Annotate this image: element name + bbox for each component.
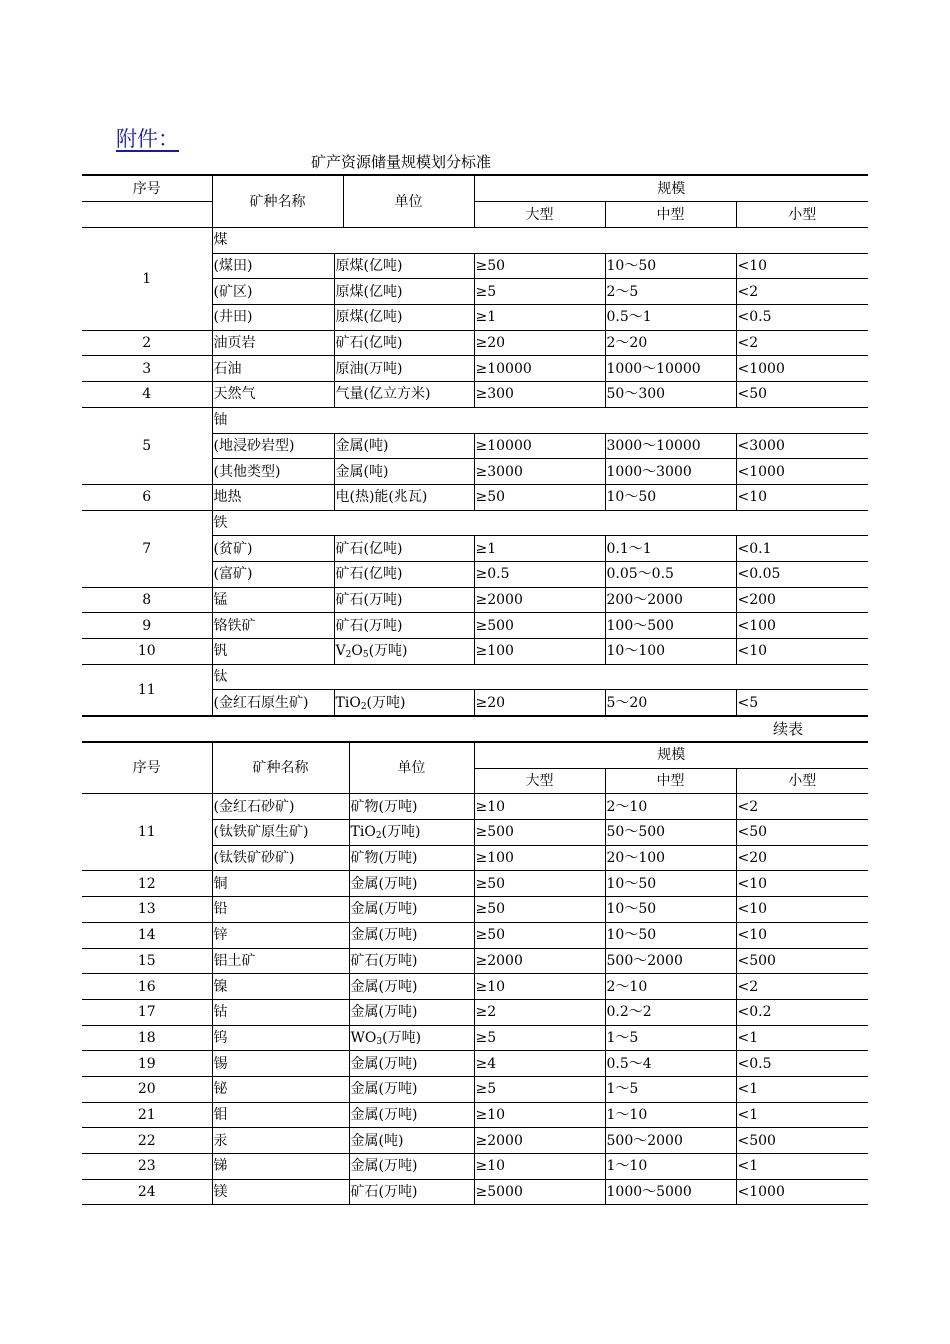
medium-cell: 50～300 xyxy=(605,382,736,408)
mineral-cell: 铋 xyxy=(212,1076,349,1102)
large-cell: ≥100 xyxy=(474,845,605,871)
seq-cell: 11 xyxy=(82,664,212,716)
large-cell: ≥2000 xyxy=(474,948,605,974)
seq-cell: 11 xyxy=(82,794,212,871)
seq-cell: 5 xyxy=(82,407,212,484)
unit-cell: 金属(万吨) xyxy=(349,1051,474,1077)
unit-cell: $WO_3$(万吨) xyxy=(349,1025,474,1051)
medium-cell: 1～5 xyxy=(605,1076,736,1102)
unit-cell: 金属(万吨) xyxy=(349,974,474,1000)
table-row xyxy=(82,613,868,639)
mineral-cell: 铝土矿 xyxy=(212,948,349,974)
small-cell: <10 xyxy=(736,639,868,665)
unit-cell: 金属(吨) xyxy=(349,1128,474,1154)
mineral-cell: 油页岩 xyxy=(212,330,334,356)
seq-cell: 20 xyxy=(82,1076,212,1102)
medium-cell: 50～500 xyxy=(605,820,736,846)
page-title: 矿产资源储量规模划分标准 xyxy=(311,153,492,171)
small-cell: <0.05 xyxy=(736,561,868,587)
seq-cell: 15 xyxy=(82,948,212,974)
seq-cell: 14 xyxy=(82,922,212,948)
medium-cell: 500～2000 xyxy=(605,1128,736,1154)
small-cell: <50 xyxy=(736,820,868,846)
mineral-cell: (金红石原生矿) xyxy=(212,690,334,716)
large-cell: ≥3000 xyxy=(474,459,605,485)
unit-cell: 气量(亿立方米) xyxy=(334,382,474,408)
table-row xyxy=(82,587,868,613)
unit-cell: $V_2O_5$(万吨) xyxy=(334,639,474,665)
seq-cell: 18 xyxy=(82,1025,212,1051)
header-large: 大型 xyxy=(474,768,605,794)
mineral-group: 钛 xyxy=(212,664,868,690)
medium-cell: 3000～10000 xyxy=(605,433,736,459)
small-cell: <5 xyxy=(736,690,868,716)
header-medium: 中型 xyxy=(605,768,736,794)
unit-cell: 矿石(万吨) xyxy=(349,1179,474,1205)
small-cell: <200 xyxy=(736,587,868,613)
large-cell: ≥20 xyxy=(474,330,605,356)
medium-cell: 10～100 xyxy=(605,639,736,665)
large-cell: ≥100 xyxy=(474,639,605,665)
large-cell: ≥50 xyxy=(474,484,605,510)
table-row xyxy=(82,999,868,1025)
table-row xyxy=(82,974,868,1000)
header-small: 小型 xyxy=(736,768,868,794)
large-cell: ≥4 xyxy=(474,1051,605,1077)
unit-cell: 金属(万吨) xyxy=(349,999,474,1025)
table-row xyxy=(82,228,868,254)
medium-cell: 2～20 xyxy=(605,330,736,356)
unit-cell: 矿石(万吨) xyxy=(349,948,474,974)
mineral-cell: 锌 xyxy=(212,922,349,948)
large-cell: ≥50 xyxy=(474,922,605,948)
unit-cell: 矿石(亿吨) xyxy=(334,330,474,356)
seq-cell: 21 xyxy=(82,1102,212,1128)
table-row xyxy=(82,484,868,510)
mineral-scale-table-continued xyxy=(82,741,868,1205)
unit-cell: 金属(吨) xyxy=(334,459,474,485)
small-cell: <10 xyxy=(736,922,868,948)
table-row xyxy=(82,664,868,690)
small-cell: <50 xyxy=(736,382,868,408)
mineral-cell: (钛铁矿原生矿) xyxy=(212,820,349,846)
large-cell: ≥50 xyxy=(474,871,605,897)
header-scale: 规模 xyxy=(474,742,868,768)
medium-cell: 2～10 xyxy=(605,974,736,1000)
table-row xyxy=(82,356,868,382)
mineral-group: 铀 xyxy=(212,407,868,433)
large-cell: ≥10 xyxy=(474,974,605,1000)
medium-cell: 10～50 xyxy=(605,484,736,510)
header-mineral: 矿种名称 xyxy=(249,193,306,210)
mineral-cell: 钴 xyxy=(212,999,349,1025)
unit-cell: 电(热)能(兆瓦) xyxy=(334,484,474,510)
small-cell: <10 xyxy=(736,897,868,923)
unit-cell: 金属(万吨) xyxy=(349,1076,474,1102)
large-cell: ≥5000 xyxy=(474,1179,605,1205)
table-row xyxy=(82,639,868,665)
small-cell: <0.5 xyxy=(736,305,868,331)
seq-cell: 6 xyxy=(82,484,212,510)
small-cell: <500 xyxy=(736,948,868,974)
mineral-cell: (地浸砂岩型) xyxy=(212,433,334,459)
large-cell: ≥0.5 xyxy=(474,561,605,587)
continued-label: 续表 xyxy=(773,720,804,738)
large-cell: ≥1 xyxy=(474,305,605,331)
large-cell: ≥50 xyxy=(474,253,605,279)
header-scale: 规模 xyxy=(474,175,868,202)
mineral-cell: 石油 xyxy=(212,356,334,382)
unit-cell: 矿石(亿吨) xyxy=(334,561,474,587)
seq-cell: 19 xyxy=(82,1051,212,1077)
large-cell: ≥10000 xyxy=(474,356,605,382)
table-row xyxy=(82,382,868,408)
medium-cell: 5～20 xyxy=(605,690,736,716)
large-cell: ≥1 xyxy=(474,536,605,562)
large-cell: ≥10000 xyxy=(474,433,605,459)
large-cell: ≥5 xyxy=(474,1025,605,1051)
mineral-cell: 汞 xyxy=(212,1128,349,1154)
table-row xyxy=(82,922,868,948)
mineral-cell: 镍 xyxy=(212,974,349,1000)
unit-cell: 金属(吨) xyxy=(334,433,474,459)
mineral-cell: (金红石砂矿) xyxy=(212,794,349,820)
seq-cell: 8 xyxy=(82,587,212,613)
unit-cell: TiO$_2$(万吨) xyxy=(349,820,474,846)
unit-cell: 金属(万吨) xyxy=(349,1102,474,1128)
small-cell: <2 xyxy=(736,794,868,820)
unit-cell: 原油(万吨) xyxy=(334,356,474,382)
small-cell: <10 xyxy=(736,871,868,897)
mineral-cell: 锡 xyxy=(212,1051,349,1077)
small-cell: <3000 xyxy=(736,433,868,459)
large-cell: ≥5 xyxy=(474,1076,605,1102)
medium-cell: 0.1～1 xyxy=(605,536,736,562)
mineral-cell: (钛铁矿砂矿) xyxy=(212,845,349,871)
header-unit: 单位 xyxy=(343,176,474,227)
unit-cell: 原煤(亿吨) xyxy=(334,305,474,331)
table-row xyxy=(82,407,868,433)
unit-cell: 金属(万吨) xyxy=(349,922,474,948)
mineral-cell: (矿区) xyxy=(212,279,334,305)
seq-cell: 22 xyxy=(82,1128,212,1154)
seq-cell: 16 xyxy=(82,974,212,1000)
unit-cell: 矿石(万吨) xyxy=(334,613,474,639)
table-row xyxy=(82,1179,868,1205)
large-cell: ≥2000 xyxy=(474,1128,605,1154)
unit-cell: 矿石(亿吨) xyxy=(334,536,474,562)
medium-cell: 1～10 xyxy=(605,1102,736,1128)
table-row xyxy=(82,330,868,356)
header-mineral-unit xyxy=(212,175,474,228)
attachment-label: 附件： xyxy=(116,127,179,151)
mineral-cell: (富矿) xyxy=(212,561,334,587)
medium-cell: 1～10 xyxy=(605,1154,736,1180)
small-cell: <0.2 xyxy=(736,999,868,1025)
seq-cell: 17 xyxy=(82,999,212,1025)
medium-cell: 0.5～4 xyxy=(605,1051,736,1077)
seq-cell: 10 xyxy=(82,639,212,665)
large-cell: ≥50 xyxy=(474,897,605,923)
large-cell: ≥5 xyxy=(474,279,605,305)
unit-cell: 矿石(万吨) xyxy=(334,587,474,613)
unit-cell: 原煤(亿吨) xyxy=(334,279,474,305)
unit-cell: 矿物(万吨) xyxy=(349,794,474,820)
mineral-cell: 地热 xyxy=(212,484,334,510)
small-cell: <10 xyxy=(736,484,868,510)
mineral-cell: 铜 xyxy=(212,871,349,897)
unit-cell: TiO$_2$(万吨) xyxy=(334,690,474,716)
mineral-group: 铁 xyxy=(212,510,868,536)
medium-cell: 1000～3000 xyxy=(605,459,736,485)
small-cell: <2 xyxy=(736,974,868,1000)
header-large: 大型 xyxy=(474,202,605,228)
small-cell: <1000 xyxy=(736,1179,868,1205)
medium-cell: 500～2000 xyxy=(605,948,736,974)
small-cell: <1000 xyxy=(736,459,868,485)
small-cell: <0.5 xyxy=(736,1051,868,1077)
large-cell: ≥10 xyxy=(474,1102,605,1128)
medium-cell: 2～10 xyxy=(605,794,736,820)
small-cell: <1 xyxy=(736,1102,868,1128)
medium-cell: 10～50 xyxy=(605,871,736,897)
unit-cell: 矿物(万吨) xyxy=(349,845,474,871)
small-cell: <2 xyxy=(736,279,868,305)
mineral-cell: 铅 xyxy=(212,897,349,923)
small-cell: <1000 xyxy=(736,356,868,382)
mineral-cell: 锰 xyxy=(212,587,334,613)
unit-cell: 金属(万吨) xyxy=(349,897,474,923)
table-row xyxy=(82,1076,868,1102)
unit-cell: 金属(万吨) xyxy=(349,871,474,897)
seq-cell: 13 xyxy=(82,897,212,923)
small-cell: <100 xyxy=(736,613,868,639)
seq-cell: 7 xyxy=(82,510,212,587)
large-cell: ≥500 xyxy=(474,613,605,639)
mineral-cell: 锑 xyxy=(212,1154,349,1180)
medium-cell: 0.5～1 xyxy=(605,305,736,331)
table-row xyxy=(82,1051,868,1077)
large-cell: ≥20 xyxy=(474,690,605,716)
medium-cell: 200～2000 xyxy=(605,587,736,613)
header-seq: 序号 xyxy=(82,742,212,794)
medium-cell: 1～5 xyxy=(605,1025,736,1051)
medium-cell: 0.2～2 xyxy=(605,999,736,1025)
seq-cell: 9 xyxy=(82,613,212,639)
table-body xyxy=(82,794,868,1205)
mineral-cell: 钒 xyxy=(212,639,334,665)
table-row xyxy=(82,1102,868,1128)
mineral-cell: 钨 xyxy=(212,1025,349,1051)
medium-cell: 2～5 xyxy=(605,279,736,305)
header-medium: 中型 xyxy=(605,202,736,228)
header-unit: 单位 xyxy=(349,742,474,794)
mineral-cell: 镁 xyxy=(212,1179,349,1205)
header-small: 小型 xyxy=(736,202,868,228)
table-row xyxy=(82,794,868,820)
table-row xyxy=(82,897,868,923)
seq-cell: 24 xyxy=(82,1179,212,1205)
unit-cell: 金属(万吨) xyxy=(349,1154,474,1180)
mineral-cell: 天然气 xyxy=(212,382,334,408)
header-seq: 序号 xyxy=(82,175,212,202)
large-cell: ≥2 xyxy=(474,999,605,1025)
seq-cell: 4 xyxy=(82,382,212,408)
large-cell: ≥10 xyxy=(474,794,605,820)
mineral-cell: (其他类型) xyxy=(212,459,334,485)
large-cell: ≥10 xyxy=(474,1154,605,1180)
seq-cell: 2 xyxy=(82,330,212,356)
seq-cell: 1 xyxy=(82,228,212,331)
medium-cell: 1000～5000 xyxy=(605,1179,736,1205)
mineral-scale-table xyxy=(82,174,868,717)
seq-cell: 23 xyxy=(82,1154,212,1180)
mineral-cell: (贫矿) xyxy=(212,536,334,562)
small-cell: <10 xyxy=(736,253,868,279)
table-row xyxy=(82,1025,868,1051)
unit-cell: 原煤(亿吨) xyxy=(334,253,474,279)
small-cell: <1 xyxy=(736,1154,868,1180)
medium-cell: 100～500 xyxy=(605,613,736,639)
mineral-cell: 铬铁矿 xyxy=(212,613,334,639)
small-cell: <500 xyxy=(736,1128,868,1154)
medium-cell: 0.05～0.5 xyxy=(605,561,736,587)
header-seq-spacer xyxy=(82,202,212,228)
large-cell: ≥2000 xyxy=(474,587,605,613)
table-row xyxy=(82,510,868,536)
medium-cell: 20～100 xyxy=(605,845,736,871)
small-cell: <1 xyxy=(736,1025,868,1051)
small-cell: <20 xyxy=(736,845,868,871)
small-cell: <2 xyxy=(736,330,868,356)
small-cell: <0.1 xyxy=(736,536,868,562)
table-row xyxy=(82,948,868,974)
seq-cell: 12 xyxy=(82,871,212,897)
large-cell: ≥500 xyxy=(474,820,605,846)
header-mineral: 矿种名称 xyxy=(212,742,349,794)
table-row xyxy=(82,871,868,897)
seq-cell: 3 xyxy=(82,356,212,382)
table-row xyxy=(82,1154,868,1180)
medium-cell: 10～50 xyxy=(605,922,736,948)
mineral-cell: (井田) xyxy=(212,305,334,331)
medium-cell: 10～50 xyxy=(605,253,736,279)
medium-cell: 10～50 xyxy=(605,897,736,923)
mineral-group: 煤 xyxy=(212,228,868,254)
table-row xyxy=(82,1128,868,1154)
large-cell: ≥300 xyxy=(474,382,605,408)
mineral-cell: 钼 xyxy=(212,1102,349,1128)
small-cell: <1 xyxy=(736,1076,868,1102)
mineral-cell: (煤田) xyxy=(212,253,334,279)
medium-cell: 1000～10000 xyxy=(605,356,736,382)
